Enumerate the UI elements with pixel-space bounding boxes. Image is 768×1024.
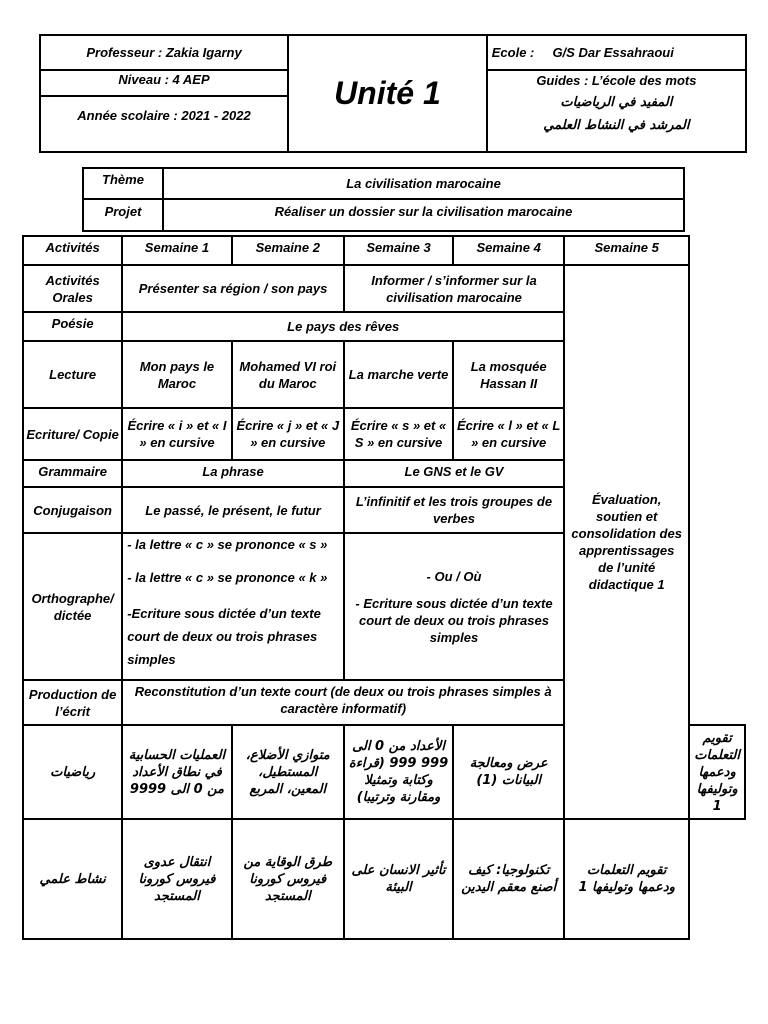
math-week1: العمليات الحسابية في نطاق الأعداد من 0 الى 9999 — [122, 725, 231, 819]
science-week2: طرق الوقاية من فيروس كورونا المستجد — [232, 819, 344, 939]
ortho-c-s: - la lettre « c » se prononce « s » — [127, 537, 328, 552]
orthography-label: Orthographe/ dictée — [23, 533, 122, 680]
project-value: Réaliser un dossier sur la civilisation marocaine — [274, 204, 573, 219]
week5-evaluation: Évaluation, soutien et consolidation des apprentissages de l’unité didactique 1 — [564, 265, 689, 819]
grammar-weeks-1-2: La phrase — [122, 460, 344, 487]
guide-math: المفيد في الرياضيات — [560, 95, 673, 110]
theme-table — [82, 167, 685, 232]
poetry-value: Le pays des rêves — [122, 312, 564, 341]
conjugation-weeks-1-2: Le passé, le présent, le futur — [122, 487, 344, 533]
science-week3: تأثير الانسان على البيئة — [344, 819, 453, 939]
conjugation-weeks-3-4: L’infinitif et les trois groupes de verbes — [344, 487, 564, 533]
math-week2: متوازي الأضلاع، المستطيل، المعين، المربع — [232, 725, 344, 819]
orthography-weeks-1-2 — [122, 533, 344, 680]
unit-title: Unité 1 — [334, 75, 441, 111]
guide-science: المرشد في النشاط العلمي — [543, 118, 690, 133]
conjugation-label: Conjugaison — [23, 487, 122, 533]
theme-value: La civilisation marocaine — [346, 176, 501, 191]
ortho-dictation-b: - Ecriture sous dictée d’un texte court de deux ou trois phrases simples — [355, 595, 553, 645]
guides-label: Guides : L’école des mots — [536, 73, 697, 88]
col-header-activities: Activités — [23, 236, 122, 265]
col-header-week4: Semaine 4 — [453, 236, 564, 265]
col-header-week2: Semaine 2 — [232, 236, 344, 265]
grammar-label: Grammaire — [23, 460, 122, 487]
reading-week3: La marche verte — [344, 341, 453, 408]
orthography-weeks-3-4 — [344, 533, 564, 680]
unit-title-cell — [288, 35, 487, 152]
planning-table — [22, 235, 746, 940]
header-table — [39, 34, 747, 153]
production-value: Reconstitution d’un texte court (de deux ou trois phrases simples à caractère informatif) — [122, 680, 564, 725]
reading-week2: Mohamed VI roi du Maroc — [232, 341, 344, 408]
writing-week4: Écrire « l » et « L » en cursive — [453, 408, 564, 460]
project-value-cell — [163, 199, 684, 231]
science-week4: تكنولوجيا: كيف أصنع معقم اليدين — [453, 819, 564, 939]
science-label: نشاط علمي — [23, 819, 122, 939]
teacher-cell — [40, 35, 288, 70]
reading-label: Lecture — [23, 341, 122, 408]
theme-label: Thème — [102, 172, 144, 187]
ortho-dictation-a: -Ecriture sous dictée d’un texte court de deux ou trois phrases simples — [127, 606, 321, 667]
teacher-text: Professeur : Zakia Igarny — [86, 45, 242, 60]
guides-cell — [487, 70, 746, 152]
oral-row — [23, 265, 745, 312]
math-week4: عرض ومعالجة البيانات (1) — [453, 725, 564, 819]
math-label: رياضيات — [23, 725, 122, 819]
writing-week1: Écrire « i » et « I » en cursive — [122, 408, 231, 460]
oral-weeks-1-2: Présenter sa région / son pays — [122, 265, 344, 312]
col-header-week1: Semaine 1 — [122, 236, 231, 265]
school-cell — [487, 35, 746, 70]
production-label: Production de l’écrit — [23, 680, 122, 725]
project-label-cell — [83, 199, 163, 231]
grammar-weeks-3-4: Le GNS et le GV — [344, 460, 564, 487]
oral-label: Activités Orales — [23, 265, 122, 312]
science-row — [23, 819, 745, 939]
theme-value-cell — [163, 168, 684, 199]
writing-week3: Écrire « s » et « S » en cursive — [344, 408, 453, 460]
level-cell — [40, 70, 288, 96]
school-year-text: Année scolaire : 2021 - 2022 — [77, 108, 251, 123]
science-week5: تقويم التعلمات ودعمها وتوليفها 1 — [564, 819, 689, 939]
col-header-week5: Semaine 5 — [564, 236, 689, 265]
level-text: Niveau : 4 AEP — [118, 72, 210, 87]
math-week3: الأعداد من 0 الى 999 999 (قراءة وكتابة وتمثيلا ومقارنة وترتيبا) — [344, 725, 453, 819]
col-header-week3: Semaine 3 — [344, 236, 453, 265]
writing-week2: Écrire « j » et « J » en cursive — [232, 408, 344, 460]
reading-week4: La mosquée Hassan II — [453, 341, 564, 408]
reading-week1: Mon pays le Maroc — [122, 341, 231, 408]
theme-label-cell — [83, 168, 163, 199]
school-text: Ecole : G/S Dar Essahraoui — [491, 45, 674, 60]
ortho-c-k: - la lettre « c » se prononce « k » — [127, 570, 328, 585]
project-label: Projet — [104, 204, 142, 219]
ortho-ou: - Ou / Où — [426, 568, 482, 584]
poetry-label: Poésie — [23, 312, 122, 341]
school-year-cell — [40, 96, 288, 152]
oral-weeks-3-4: Informer / s’informer sur la civilisation marocaine — [344, 265, 564, 312]
writing-label: Ecriture/ Copie — [23, 408, 122, 460]
science-week1: انتقال عدوى فيروس كورونا المستجد — [122, 819, 231, 939]
header-row — [23, 236, 745, 265]
math-week5: تقويم التعلمات ودعمها وتوليفها 1 — [689, 725, 745, 819]
